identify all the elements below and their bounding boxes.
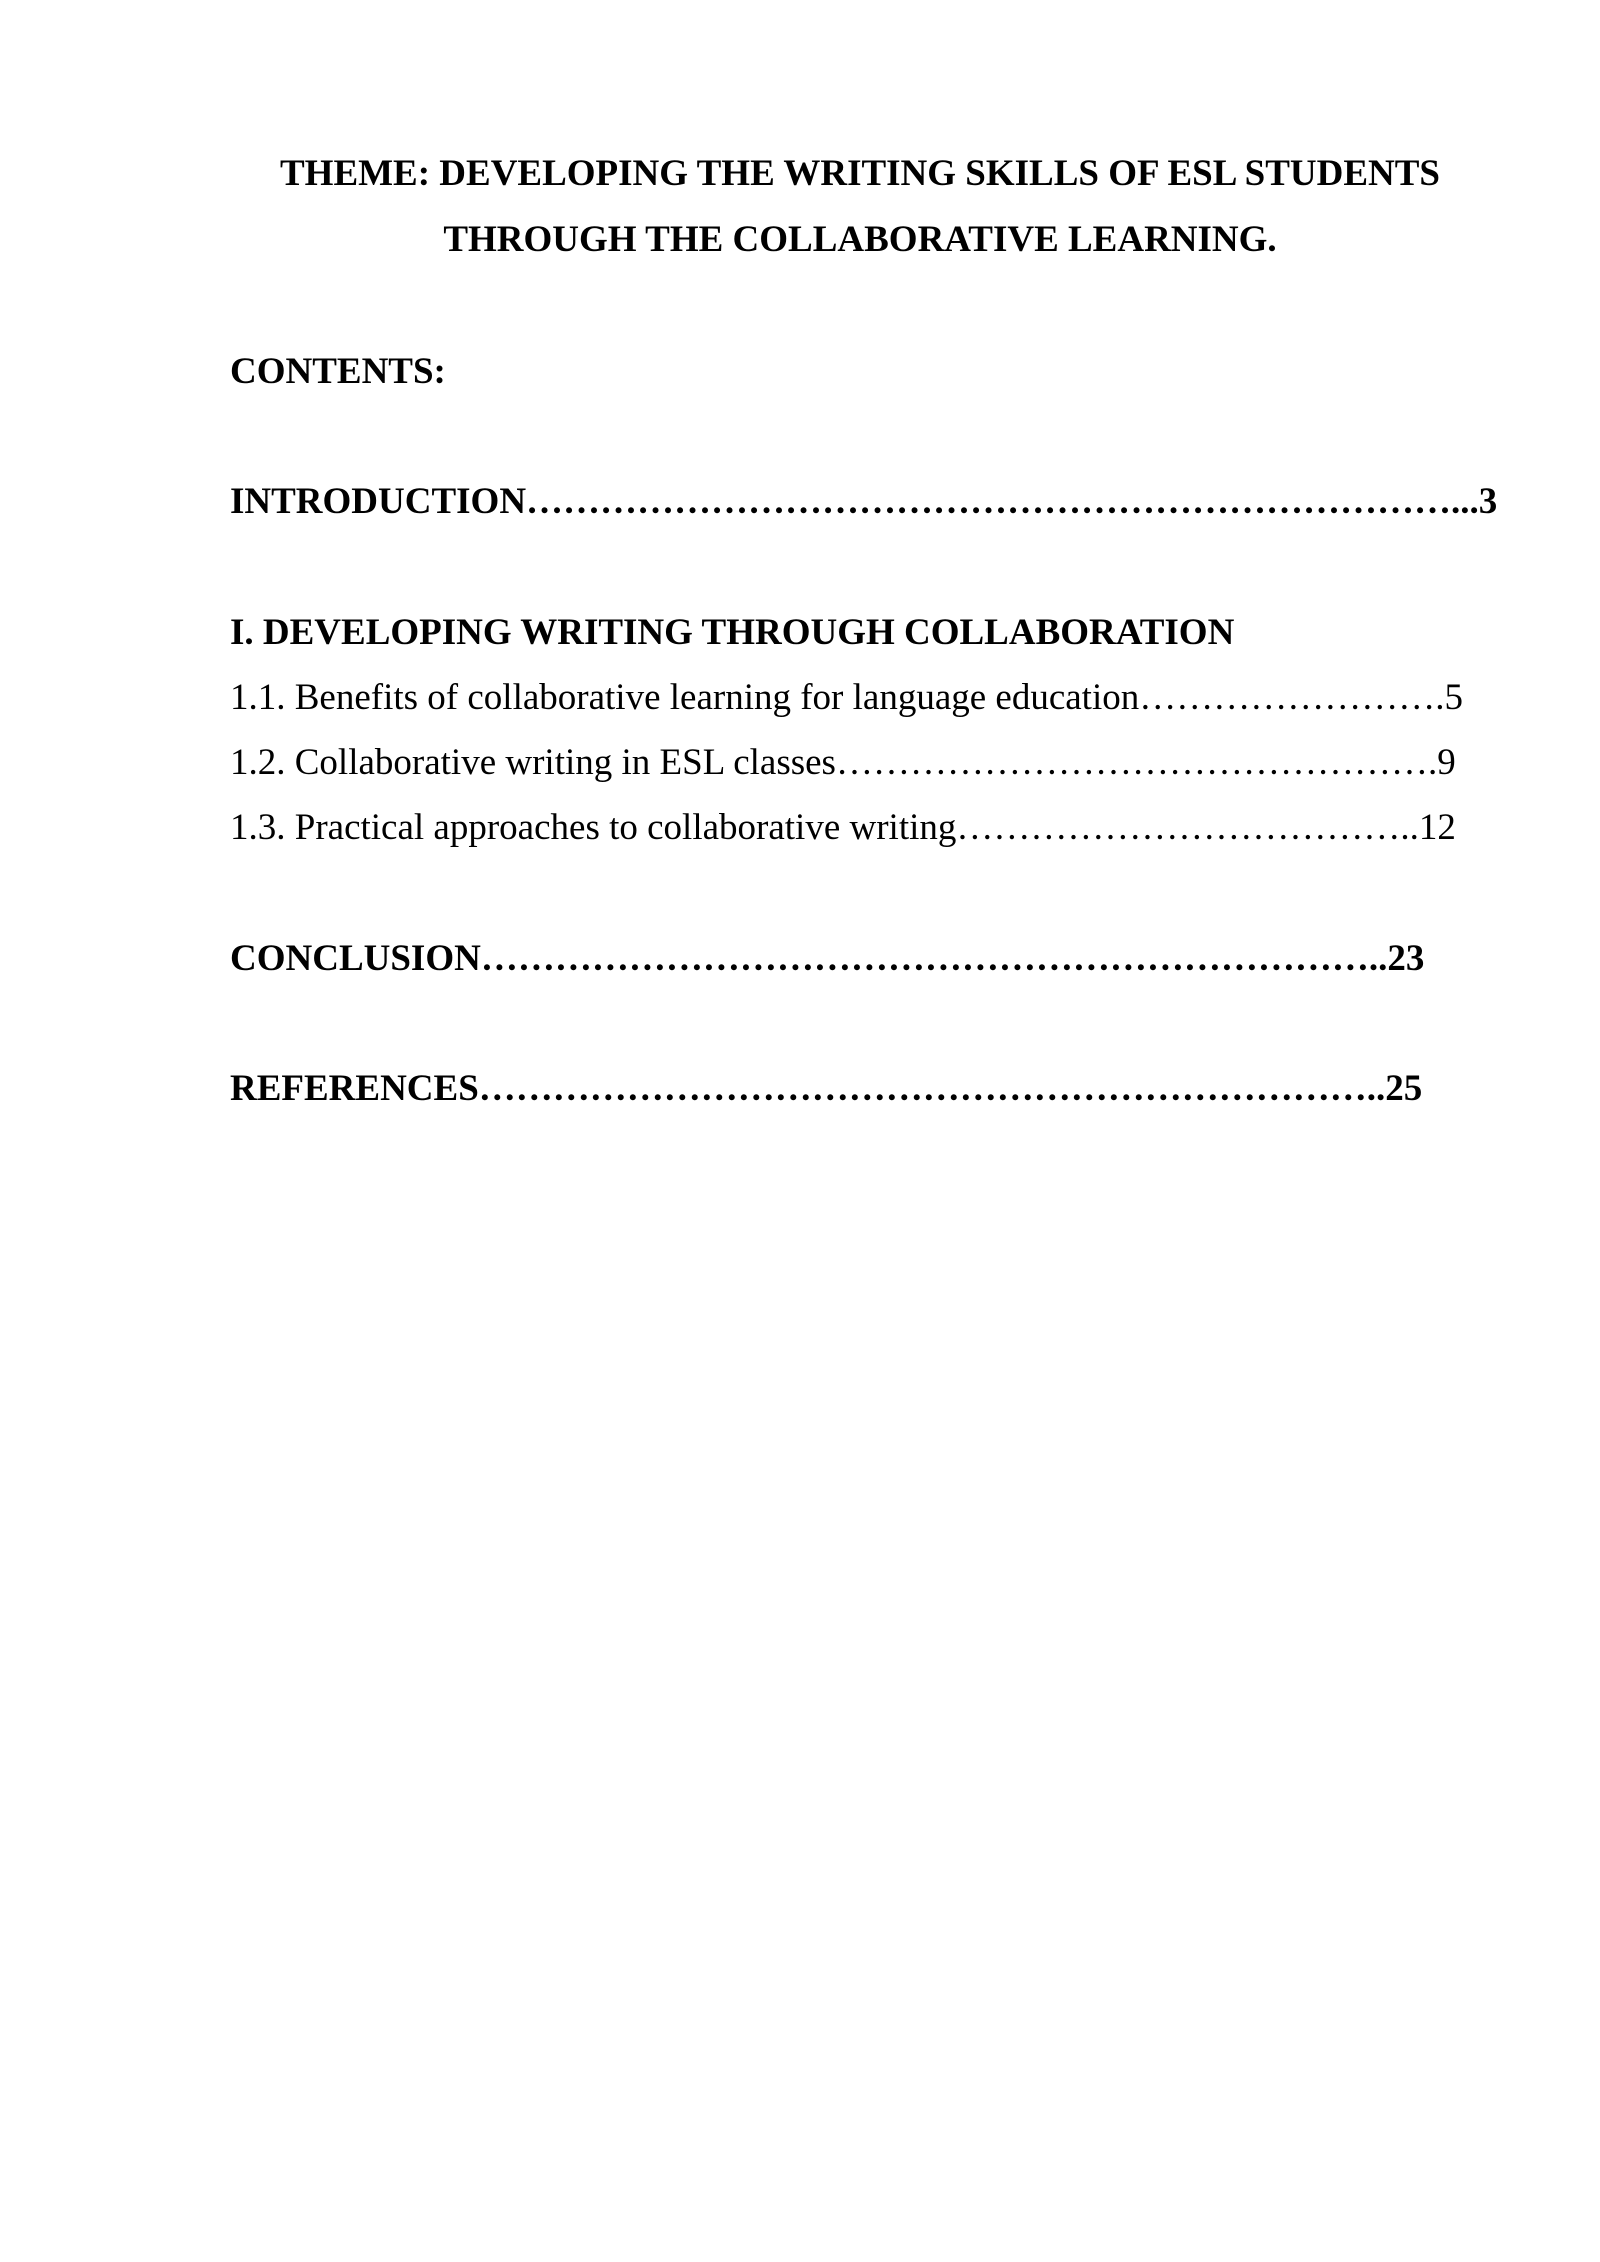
toc-entry-section-1-1[interactable] xyxy=(230,676,1463,720)
toc-entry-label: 1.1. Benefits of collaborative learning for language education xyxy=(230,677,1140,718)
toc-page-number: 23 xyxy=(1387,938,1425,979)
toc-entry-label: REFERENCES xyxy=(230,1068,479,1109)
toc-entry-label: CONCLUSION xyxy=(230,938,481,979)
toc-entry-label: 1.2. Collaborative writing in ESL classes xyxy=(230,742,836,783)
document-title-line-1: THEME: DEVELOPING THE WRITING SKILLS OF ESL STUDENTS xyxy=(279,153,1440,194)
toc-entry-label: 1.3. Practical approaches to collaborative writing xyxy=(230,807,957,848)
toc-page-number: 9 xyxy=(1437,742,1456,783)
toc-page-number: 12 xyxy=(1418,807,1456,848)
toc-leader-dots: ……………………………………………………………….. xyxy=(478,1068,1386,1109)
toc-leader-dots: …………………………………………………………………... xyxy=(526,481,1479,522)
toc-entry-conclusion[interactable] xyxy=(230,937,1424,981)
toc-leader-dots: ……………………. xyxy=(1139,677,1445,718)
toc-leader-dots: ……………………………………………………………….. xyxy=(480,938,1388,979)
toc-entry-label: INTRODUCTION xyxy=(230,481,527,522)
toc-leader-dots: …………………………………………. xyxy=(835,742,1438,783)
contents-heading: CONTENTS: xyxy=(230,351,446,392)
toc-entry-section-1-3[interactable] xyxy=(230,806,1456,850)
toc-entry-section-1-2[interactable] xyxy=(230,741,1456,785)
toc-page-number: 5 xyxy=(1444,677,1463,718)
toc-leader-dots: ……………………………….. xyxy=(956,807,1419,848)
chapter-heading[interactable]: I. DEVELOPING WRITING THROUGH COLLABORATION xyxy=(230,612,1235,653)
toc-page-number: 25 xyxy=(1385,1068,1423,1109)
toc-entry-references[interactable] xyxy=(230,1067,1422,1111)
toc-page-number: 3 xyxy=(1478,481,1498,522)
document-title-line-2: THROUGH THE COLLABORATIVE LEARNING. xyxy=(443,219,1277,260)
toc-entry-introduction[interactable] xyxy=(230,480,1497,524)
